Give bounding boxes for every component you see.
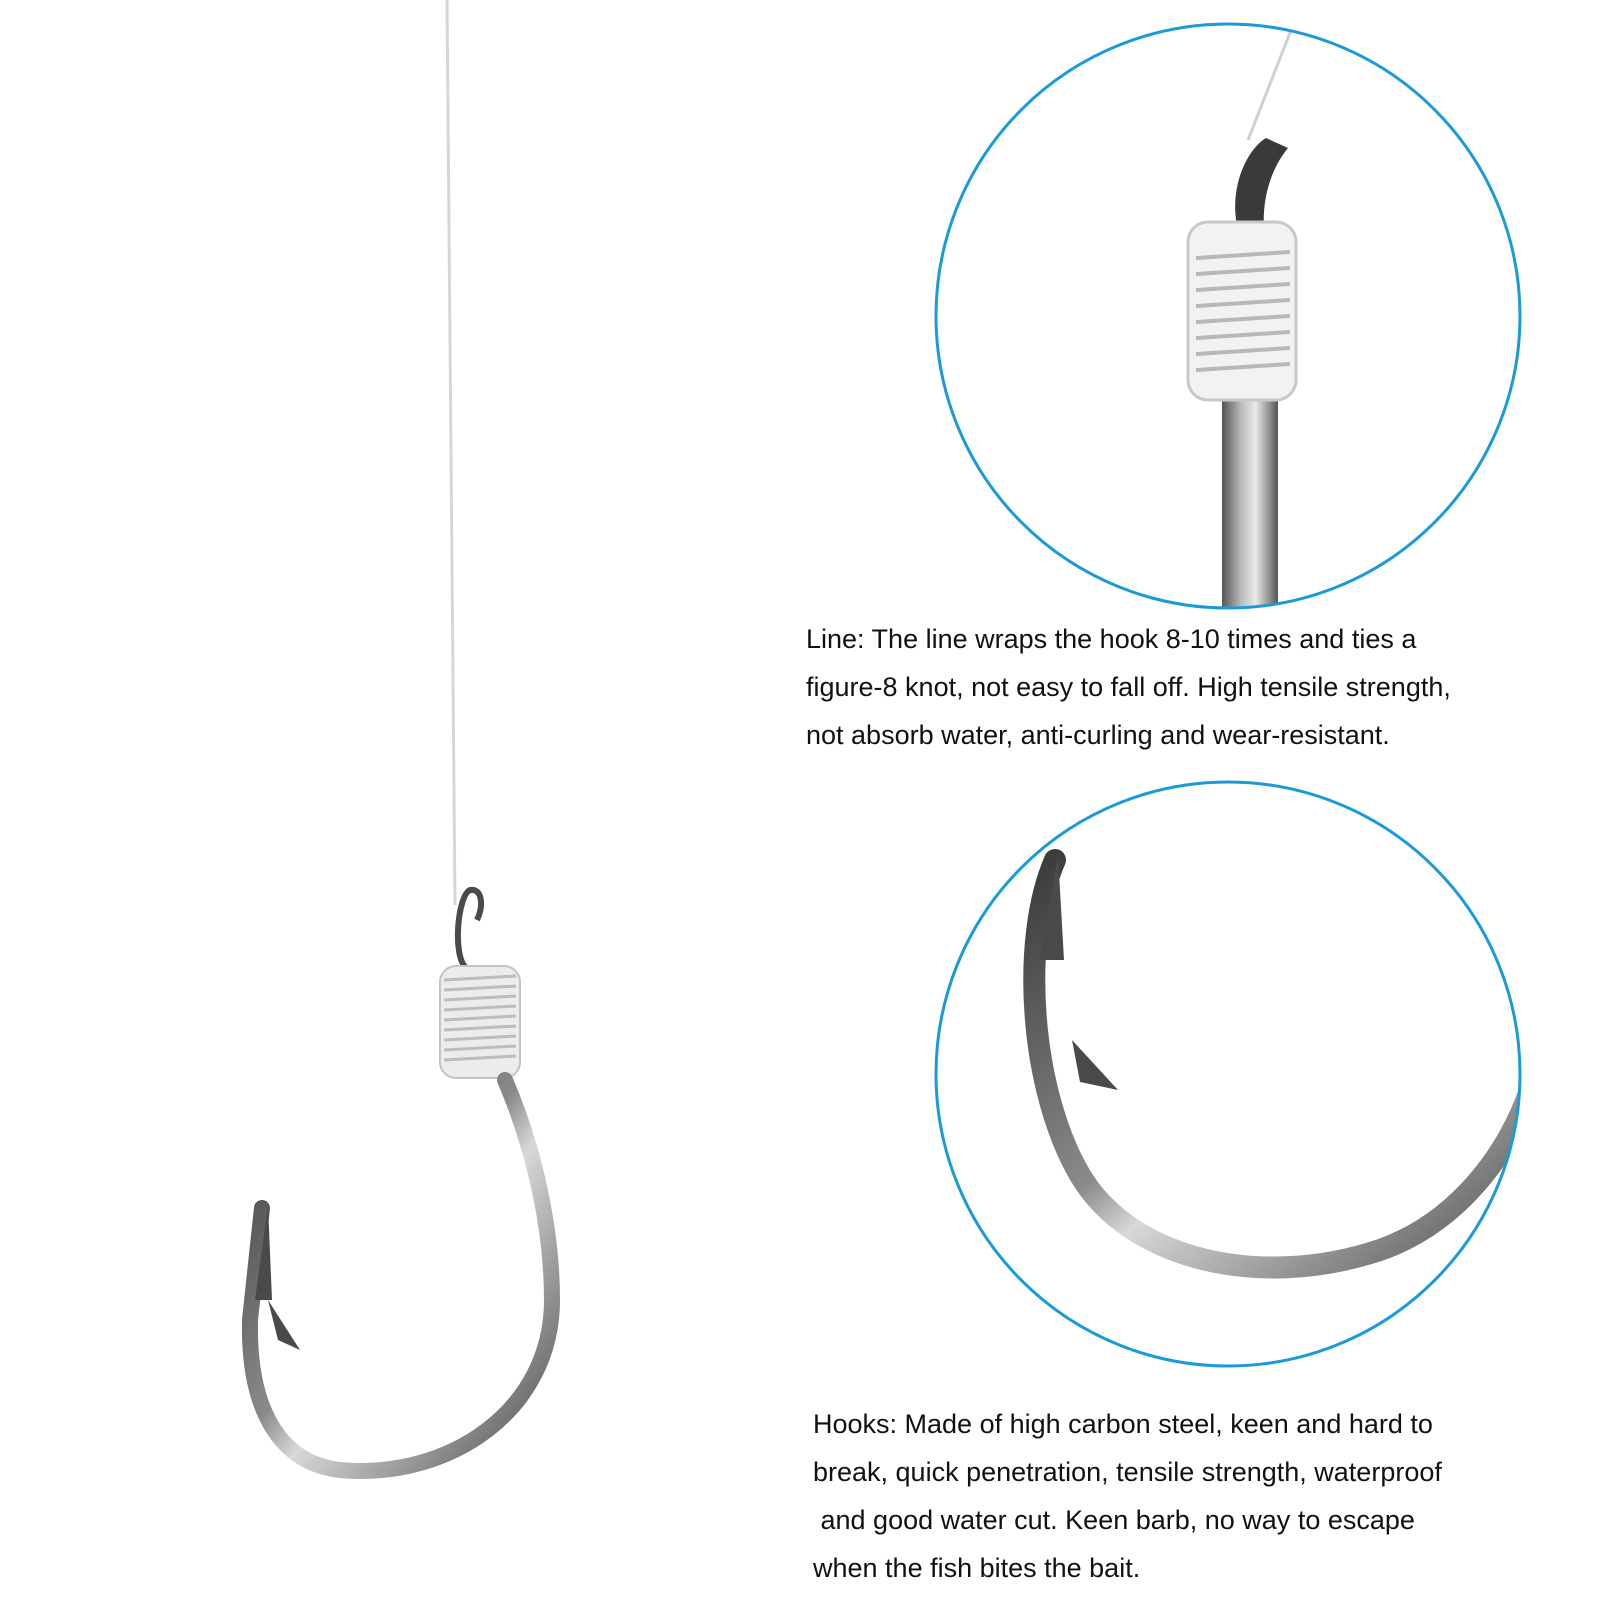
- hook-detail-zoom: [936, 782, 1530, 1366]
- zoom-wraps: [1188, 222, 1296, 400]
- line-description-line: not absorb water, anti-curling and wear-resistant.: [806, 720, 1390, 750]
- knot-detail-zoom: [936, 20, 1520, 620]
- hook-description-line: and good water cut. Keen barb, no way to escape: [813, 1505, 1415, 1535]
- main-hook-figure: [250, 0, 552, 1471]
- line-description-line: Line: The line wraps the hook 8-10 times and ties a: [806, 624, 1417, 654]
- hook-barb: [268, 1300, 300, 1350]
- hook-description-line: Hooks: Made of high carbon steel, keen and hard to: [813, 1409, 1433, 1439]
- hook-body: [250, 1080, 552, 1471]
- line-description-line: figure-8 knot, not easy to fall off. High tensile strength,: [806, 672, 1451, 702]
- line-wrap-knot: [440, 966, 520, 1078]
- fishing-line: [447, 0, 455, 905]
- hook-description: [813, 1400, 1442, 1592]
- hook-description-line: break, quick penetration, tensile strength, waterproof: [813, 1457, 1442, 1487]
- hook-eye: [458, 890, 481, 968]
- hook-description-line: when the fish bites the bait.: [813, 1553, 1141, 1583]
- zoom-shank: [1222, 380, 1278, 620]
- line-description: [806, 615, 1451, 759]
